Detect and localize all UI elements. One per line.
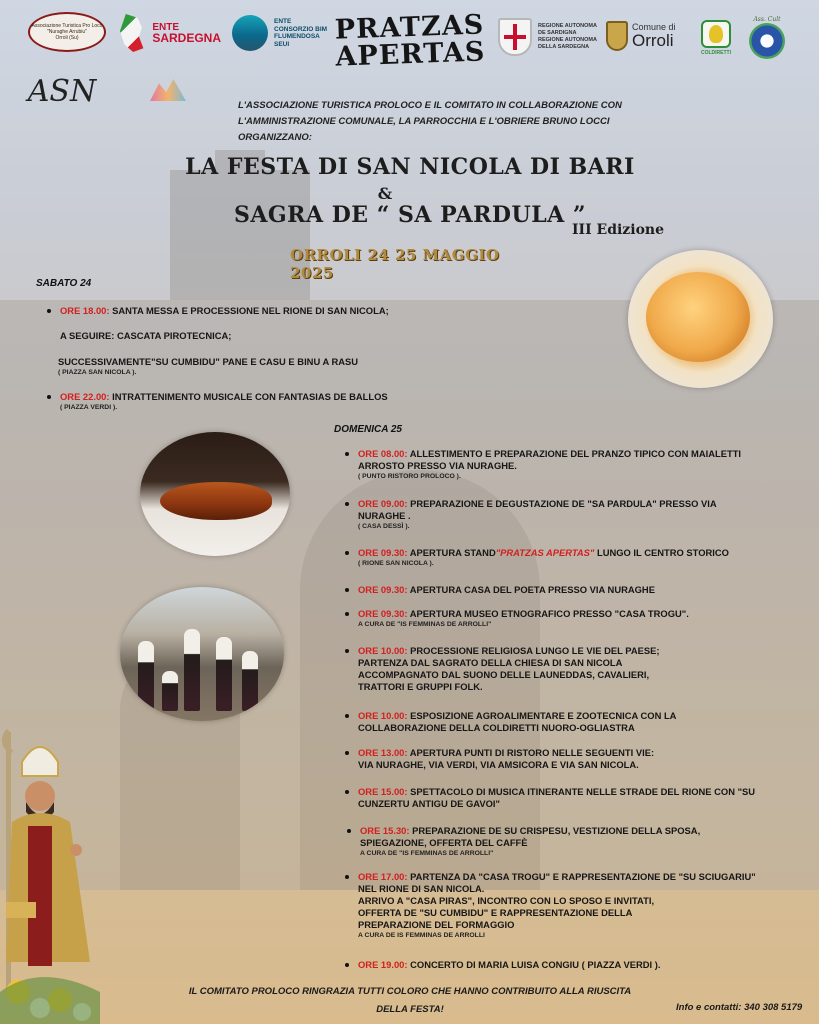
san-nicola-statue-image xyxy=(0,722,104,1024)
title-ampersand: & xyxy=(377,184,393,203)
roast-piglet-photo xyxy=(140,432,290,556)
pardula-photo xyxy=(628,250,773,388)
bim-flumendosa-logo: ENTE CONSORZIO BIM FLUMENDOSA SEUI xyxy=(232,14,354,52)
parade-person xyxy=(184,629,200,711)
sunday-event-6: ORE 10.00: PROCESSIONE RELIGIOSA LUNGO LE VIE DEL PAESE; PARTENZA DAL SAGRATO DELLA CHIESA DI SAN NICOLA ACCOMPAGNATO DAL SUONO DELLE LAUNEDDAS, CAVALIERI, TRATTORI E GRUPPI FOLK. xyxy=(358,645,778,693)
sunday-event-11: ORE 17.00: PARTENZA DA "CASA TROGU" E RAPPRESENTAZIONE DE "SU SCIUGARIU" NEL RIONE DI SAN NICOLA. ARRIVO A "CASA PIRAS", INCONTRO CON LO SPOSO E INVITATI, OFFERTA DE "SU CUMBIDU" E RAPPRESENTAZIONE DELLA PREPARAZIONE DEL FORMAGGIO A CURA DE IS FEMMINAS DE ARROLLI xyxy=(358,871,788,940)
sagra-title: SAGRA DE “ SA PARDULA ” xyxy=(233,202,587,228)
sunday-event-4: ORE 09.30: APERTURA CASA DEL POETA PRESSO VIA NURAGHE xyxy=(358,584,778,596)
bullet-icon xyxy=(47,309,51,313)
asn-logo: ASN xyxy=(27,73,97,109)
saturday-event-1: ORE 18.00: SANTA MESSA E PROCESSIONE NEL RIONE DI SAN NICOLA; A SEGUIRE: CASCATA PIROTECNICA; SUCCESSIVAMENTE"SU CUMBIDU" PANE E CASU E BINU A RASU ( PIAZZA SAN NICOLA ). xyxy=(60,305,440,377)
sardinia-map-icon xyxy=(117,14,146,52)
bullet-icon xyxy=(345,875,349,879)
bullet-icon xyxy=(345,790,349,794)
proloco-logo: Associazione Turistica Pro Loco "Nuraghe Arrubiu" Orroli (Su) xyxy=(28,12,106,52)
sunday-event-8: ORE 13.00: APERTURA PUNTI DI RISTORO NELLE SEGUENTI VIE: VIA NURAGHE, VIA VERDI, VIA AMSICORA E VIA SAN NICOLA. xyxy=(358,747,778,771)
coldiretti-mark-icon xyxy=(701,20,731,48)
edition-label: III Edizione xyxy=(572,222,664,238)
ente-sardegna-logo: ENTE SARDEGNA xyxy=(117,12,221,54)
regione-sardegna-logo: REGIONE AUTONOMA DE SARDIGNA REGIONE AUTONOMA DELLA SARDEGNA xyxy=(498,16,603,58)
sunday-heading: DOMENICA 25 xyxy=(334,424,402,435)
pratzas-apertas-logo: PRATZAS APERTAS xyxy=(334,9,486,73)
event-dates: ORROLI 24 25 MAGGIO 2025 xyxy=(290,246,500,282)
bullet-icon xyxy=(347,829,351,833)
sunday-event-12: ORE 19.00: CONCERTO DI MARIA LUISA CONGIU ( PIAZZA VERDI ). xyxy=(358,959,778,971)
sunday-event-10: ORE 15.30: PREPARAZIONE DE SU CRISPESU, VESTIZIONE DELLA SPOSA, SPIEGAZIONE, OFFERTA DEL CAFFÈ A CURA DE "IS FEMMINAS DE ARROLLI" xyxy=(360,825,780,858)
wave-icon xyxy=(232,15,268,51)
parade-person xyxy=(162,671,178,711)
bullet-icon xyxy=(345,502,349,506)
folk-parade-photo xyxy=(120,587,284,721)
sunday-event-3: ORE 09.30: APERTURA STAND"PRATZAS APERTAS" LUNGO IL CENTRO STORICO ( RIONE SAN NICOLA ). xyxy=(358,547,788,568)
associazione-culturale-logo: Ass. Cult xyxy=(740,12,794,62)
saturday-event-2: ORE 22.00: INTRATTENIMENTO MUSICALE CON FANTASIAS DE BALLOS ( PIAZZA VERDI ). xyxy=(60,391,440,412)
sunday-event-9: ORE 15.00: SPETTACOLO DI MUSICA ITINERANTE NELLE STRADE DEL RIONE CON "SU CUNZERTU ANTIGU DE GAVOI" xyxy=(358,786,788,810)
sunday-event-2: ORE 09.00: PREPARAZIONE E DEGUSTAZIONE DE "SA PARDULA" PRESSO VIA NURAGHE . ( CASA DESSÌ ). xyxy=(358,498,778,531)
bullet-icon xyxy=(345,612,349,616)
coldiretti-logo: COLDIRETTI xyxy=(698,16,734,60)
bullet-icon xyxy=(47,395,51,399)
bullet-icon xyxy=(345,649,349,653)
sunday-event-7: ORE 10.00: ESPOSIZIONE AGROALIMENTARE E ZOOTECNICA CON LA COLLABORAZIONE DELLA COLDIRETTI NUORO-OGLIASTRA xyxy=(358,710,778,734)
regione-shield-icon xyxy=(498,18,532,56)
roast-meat xyxy=(160,482,272,520)
festa-title: LA FESTA DI SAN NICOLA DI BARI xyxy=(185,154,635,180)
bullet-icon xyxy=(345,588,349,592)
mountain-logo xyxy=(146,70,190,110)
parade-person xyxy=(216,637,232,711)
footer-thanks: IL COMITATO PROLOCO RINGRAZIA TUTTI COLORO CHE HANNO CONTRIBUITO ALLA RIUSCITA DELLA FESTA! xyxy=(188,986,632,1015)
intro-text: L'ASSOCIAZIONE TURISTICA PROLOCO E IL COMITATO IN COLLABORAZIONE CON L'AMMINISTRAZIONE COMUNALE, LA PARROCCHIA E L'OBRIERE BRUNO LOCCI ORGANIZZANO: xyxy=(238,100,622,143)
pardula-pastry xyxy=(646,272,750,362)
parade-person xyxy=(138,641,154,711)
bullet-icon xyxy=(345,714,349,718)
bullet-icon xyxy=(345,551,349,555)
parade-person xyxy=(242,651,258,711)
comune-orroli-logo: Comune di Orroli xyxy=(606,18,692,54)
bullet-icon xyxy=(345,963,349,967)
mountain-icon xyxy=(150,79,186,101)
saturday-heading: SABATO 24 xyxy=(36,278,92,289)
bullet-icon xyxy=(345,751,349,755)
sunday-event-1: ORE 08.00: ALLESTIMENTO E PREPARAZIONE DEL PRANZO TIPICO CON MAIALETTI ARROSTO PRESSO VIA NURAGHE. ( PUNTO RISTORO PROLOCO ). xyxy=(358,448,778,481)
comune-crest-icon xyxy=(606,21,628,51)
contact-info: Info e contatti: 340 308 5179 xyxy=(676,1002,803,1013)
sunday-event-5: ORE 09.30: APERTURA MUSEO ETNOGRAFICO PRESSO "CASA TROGU". A CURA DE "IS FEMMINAS DE ARROLLI" xyxy=(358,608,778,629)
bullet-icon xyxy=(345,452,349,456)
cult-emblem-icon xyxy=(749,23,785,59)
